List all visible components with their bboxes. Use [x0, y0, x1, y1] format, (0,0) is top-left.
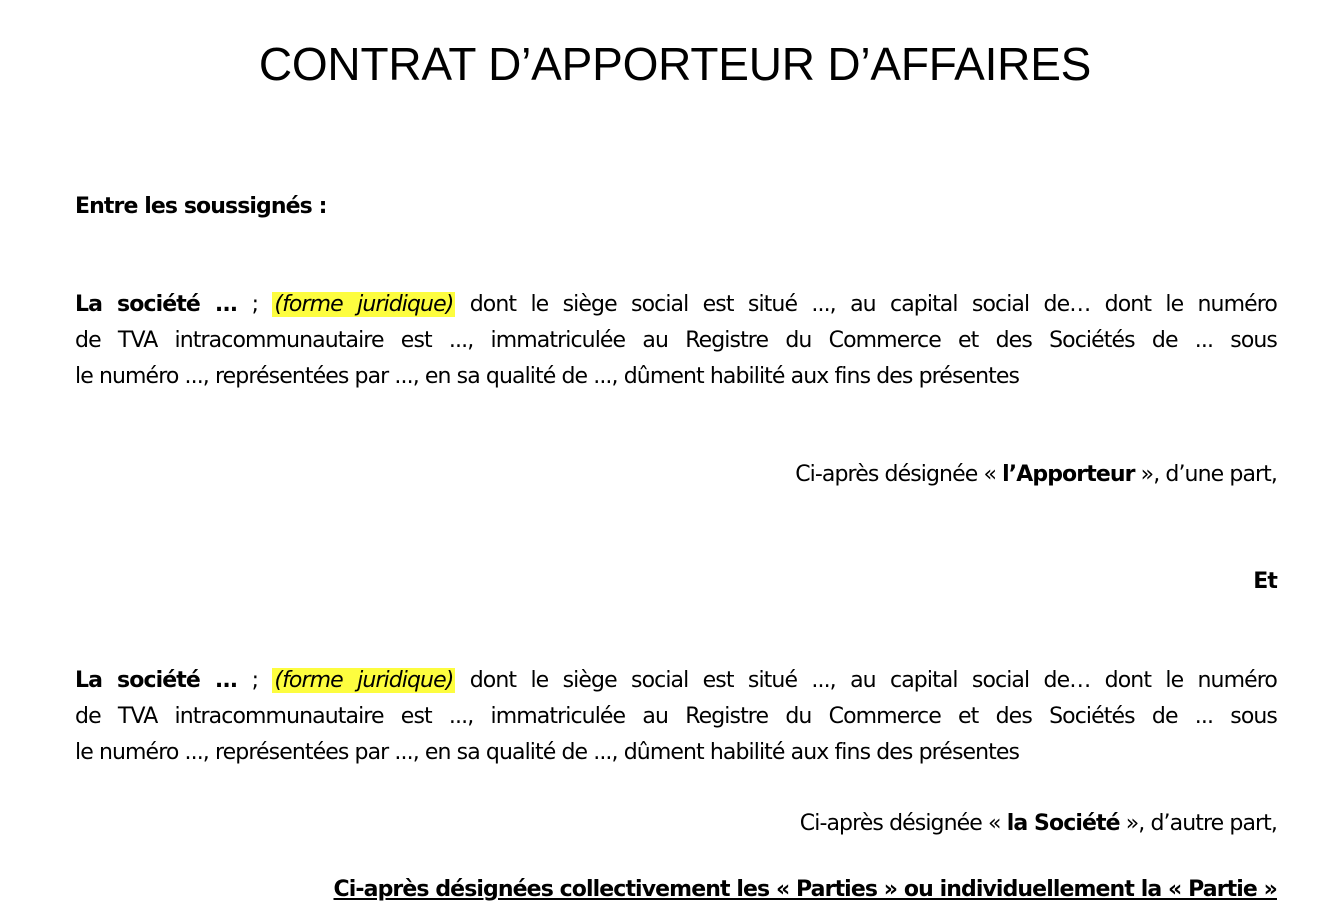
party2-paragraph	[75, 663, 1277, 771]
designation2-line	[75, 806, 1277, 842]
party1-legal-form: (forme juridique)	[274, 292, 454, 317]
party2-sep: ;	[237, 668, 273, 693]
designation1-suffix: », d’une part,	[1134, 462, 1277, 487]
party2-legal-form: (forme juridique)	[274, 668, 454, 693]
designation1-line	[75, 457, 1277, 493]
party1-line1	[75, 287, 1277, 323]
designation1-name: l’Apporteur	[1002, 462, 1135, 487]
and-separator	[75, 564, 1277, 600]
collective-line: Ci-après désignées collectivement les « Parties » ou individuellement la « Partie »	[333, 877, 1277, 902]
designation2-name: la Société	[1006, 811, 1120, 836]
designation1	[75, 457, 1277, 493]
party2-name: La société ...	[75, 668, 238, 693]
designation2	[75, 806, 1277, 842]
between-label: Entre les soussignés :	[75, 194, 327, 219]
party2-line1-rest: dont le siège social est situé ..., au capital social de… dont le numéro	[455, 668, 1277, 693]
party2-line2: de TVA intracommunautaire est ..., immatriculée au Registre du Commerce et des Sociétés de ... sous	[75, 704, 1277, 729]
party1-sep: ;	[237, 292, 273, 317]
party2-line3: le numéro ..., représentées par ..., en sa qualité de ..., dûment habilité aux fins des présentes	[75, 740, 1020, 765]
party2-line1	[75, 663, 1277, 699]
between-heading	[75, 189, 1277, 225]
designation2-suffix: », d’autre part,	[1119, 811, 1277, 836]
party1-paragraph	[75, 287, 1277, 395]
party1-name: La société ...	[75, 292, 238, 317]
and-label: Et	[1253, 569, 1277, 594]
designation1-prefix: Ci-après désignée «	[795, 462, 1003, 487]
designation2-prefix: Ci-après désignée «	[799, 811, 1007, 836]
collective-designation	[75, 872, 1277, 908]
party1-line3: le numéro ..., représentées par ..., en sa qualité de ..., dûment habilité aux fins des présentes	[75, 364, 1020, 389]
party1-line2: de TVA intracommunautaire est ..., immatriculée au Registre du Commerce et des Sociétés de ... sous	[75, 328, 1277, 353]
party1-line1-rest: dont le siège social est situé ..., au capital social de… dont le numéro	[455, 292, 1277, 317]
document-title: CONTRAT D’APPORTEUR D’AFFAIRES	[258, 38, 1092, 90]
